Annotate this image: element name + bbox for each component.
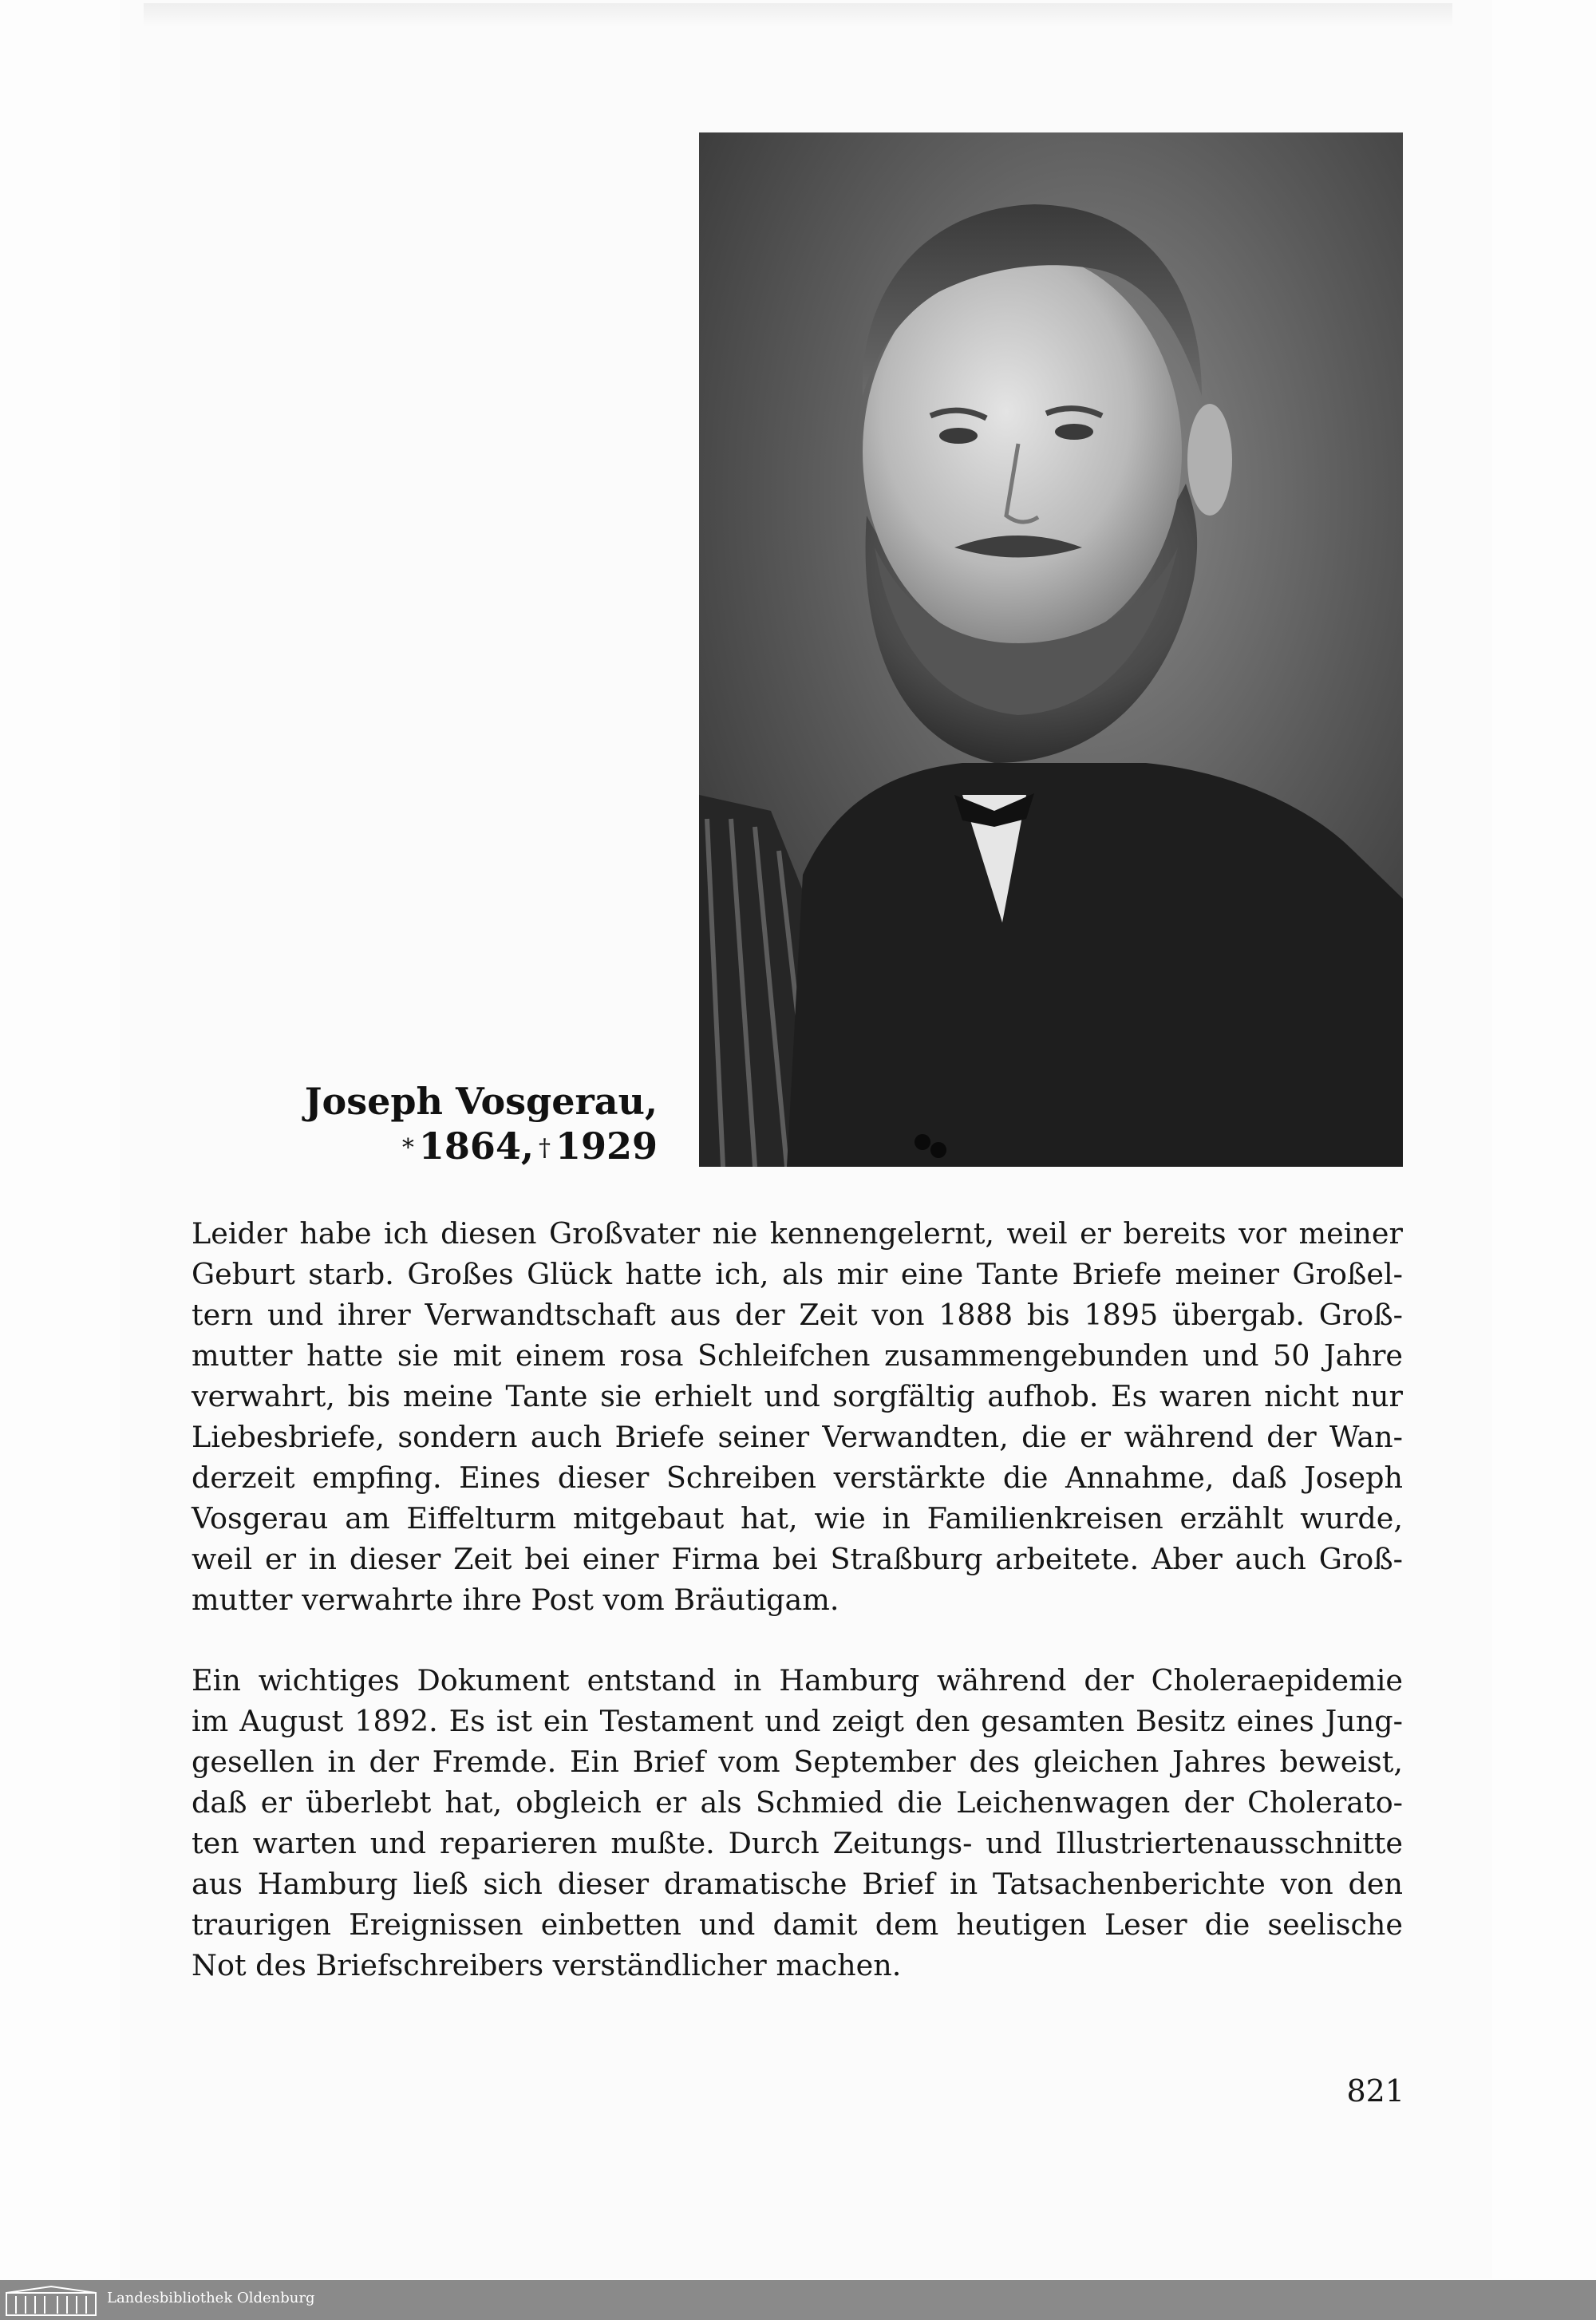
caption-dates <box>305 1124 658 1171</box>
text-line: derzeit empfing. Eines dieser Schreiben verstärkte die Annahme, daß Joseph <box>192 1460 1403 1495</box>
text-line: ten warten und reparieren mußte. Durch Zeitungs- und Illustriertenausschnitte <box>192 1826 1403 1860</box>
footer-bar <box>0 2280 1596 2320</box>
birth-year: 1864, <box>418 1124 534 1168</box>
body-text <box>192 1213 1403 2026</box>
text-line: aus Hamburg ließ sich dieser dramatische Brief in Tatsachenberichte von den <box>192 1867 1403 1901</box>
death-year: 1929 <box>555 1124 658 1168</box>
text-line: traurigen Ereignissen einbetten und damit dem heutigen Leser die seelische <box>192 1907 1403 1942</box>
text-line: daß er überlebt hat, obgleich er als Schmied die Leichenwagen der Cholerato- <box>192 1785 1403 1820</box>
library-name: Landesbibliothek Oldenburg <box>107 2290 315 2306</box>
portrait-photo <box>699 132 1403 1167</box>
birth-symbol: * <box>401 1134 414 1162</box>
death-symbol: † <box>538 1134 551 1162</box>
paragraph-1 <box>192 1213 1403 1620</box>
coat-shape <box>787 763 1403 1167</box>
library-building-icon <box>5 2285 97 2317</box>
text-line: gesellen in der Fremde. Ein Brief vom September des gleichen Jahres beweist, <box>192 1745 1403 1779</box>
text-line: mutter verwahrte ihre Post vom Bräutigam. <box>192 1583 839 1617</box>
text-line: tern und ihrer Verwandtschaft aus der Zeit von 1888 bis 1895 übergab. Groß- <box>192 1298 1403 1332</box>
text-line: Vosgerau am Eiffelturm mitgebaut hat, wie in Familienkreisen erzählt wurde, <box>192 1501 1403 1535</box>
text-line: verwahrt, bis meine Tante sie erhielt und sorgfältig aufhob. Es waren nicht nur <box>192 1379 1403 1413</box>
scan-bleed-through <box>144 3 1452 27</box>
text-line: im August 1892. Es ist ein Testament und zeigt den gesamten Besitz eines Jung- <box>192 1704 1403 1738</box>
page-number: 821 <box>1346 2073 1404 2109</box>
text-line: Leider habe ich diesen Großvater nie kennengelernt, weil er bereits vor meiner <box>192 1216 1403 1251</box>
text-line: Liebesbriefe, sondern auch Briefe seiner Verwandten, die er während der Wan- <box>192 1420 1403 1454</box>
text-line: mutter hatte sie mit einem rosa Schleifchen zusammengebunden und 50 Jahre <box>192 1338 1403 1373</box>
text-line: Geburt starb. Großes Glück hatte ich, als mir eine Tante Briefe meiner Großel- <box>192 1257 1403 1291</box>
photo-caption <box>305 1079 658 1171</box>
text-line: Not des Briefschreibers verständlicher machen. <box>192 1948 902 1982</box>
caption-name: Joseph Vosgerau, <box>304 1080 658 1123</box>
paragraph-2 <box>192 1660 1403 1986</box>
text-line: Ein wichtiges Dokument entstand in Hamburg während der Choleraepidemie <box>192 1663 1403 1698</box>
text-line: weil er in dieser Zeit bei einer Firma bei Straßburg arbeitete. Aber auch Groß- <box>192 1542 1403 1576</box>
